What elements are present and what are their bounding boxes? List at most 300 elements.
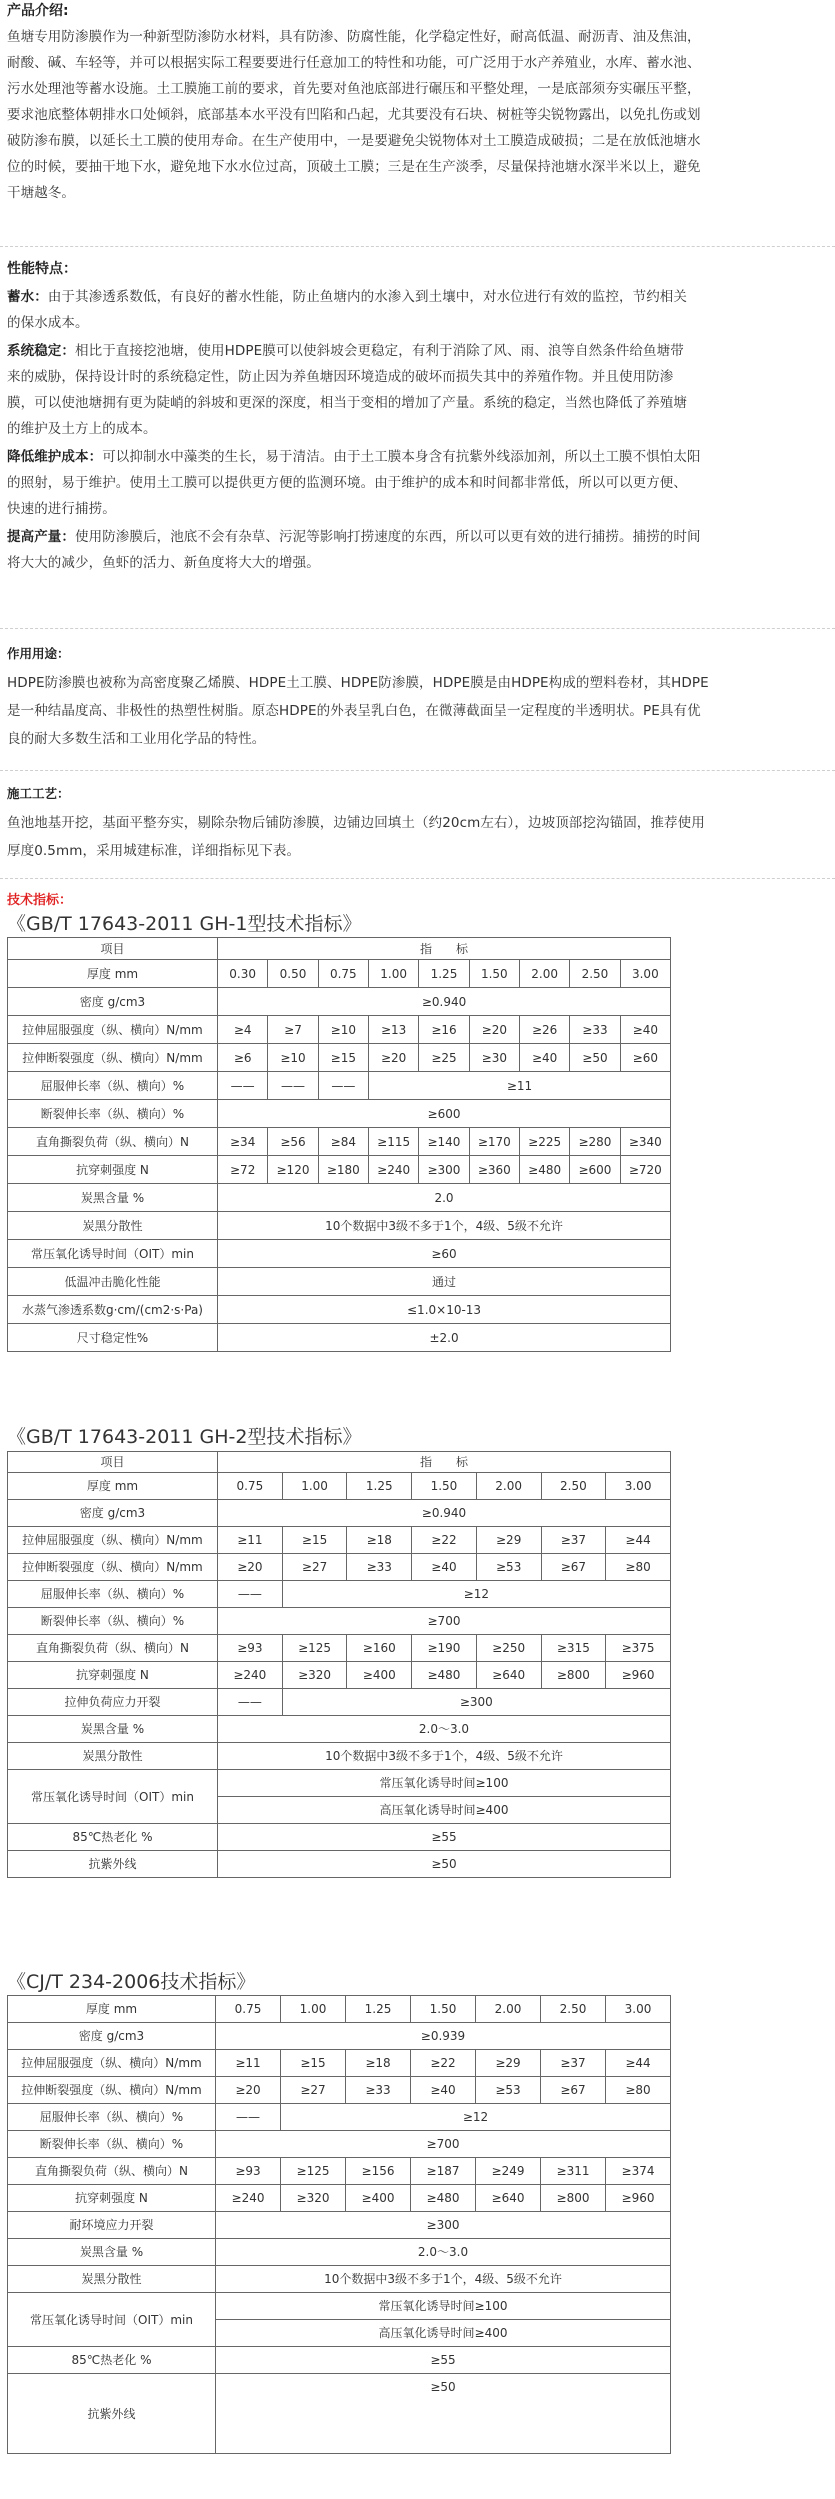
table-cell: 1.00: [368, 960, 418, 988]
table-cell: ≥72: [218, 1156, 268, 1184]
table-cell: 3.00: [620, 960, 670, 988]
table-cell: ≥29: [476, 2050, 541, 2077]
table-cell: ≥960: [606, 1662, 671, 1689]
table-cell: ≥80: [606, 2077, 671, 2104]
table-cell: ≥18: [347, 1527, 412, 1554]
row-label: 炭黑含量 %: [8, 2239, 216, 2266]
text-line: 破防渗布膜，以延长土工膜的使用寿命。在生产使用中，一是要避免尖锐物体对土工膜造成破损；二是在放低池塘水: [7, 133, 701, 149]
row-label: 拉伸屈服强度（纵、横向）N/mm: [8, 1016, 218, 1044]
table-cell: ≥6: [218, 1044, 268, 1072]
table-cell: ≥22: [412, 1527, 477, 1554]
row-label: 常压氧化诱导时间（OIT）min: [8, 2293, 216, 2347]
table-cell: ≥16: [419, 1016, 469, 1044]
table-cell: ≥0.939: [216, 2023, 671, 2050]
table-cell: 高压氧化诱导时间≥400: [216, 2320, 671, 2347]
table-row: [8, 2239, 671, 2266]
table-cell: ≥125: [282, 1635, 347, 1662]
text-line: [7, 284, 827, 310]
table-row: [8, 2185, 671, 2212]
table-cell: ≥53: [476, 1554, 541, 1581]
table-cell: 1.00: [282, 1473, 347, 1500]
table-cell: ≥50: [570, 1044, 620, 1072]
table-cell: 1.25: [419, 960, 469, 988]
table-row: [8, 1554, 671, 1581]
table2-title: 《GB/T 17643-2011 GH-2型技术指标》: [7, 1426, 362, 1448]
text-line: 耐酸、碱、车轻等，并可以根据实际工程要要进行任意加工的特性和功能，可广泛用于水产养殖业，水库、蓄水池、: [7, 55, 701, 71]
feature-text: 快速的进行捕捞。: [7, 501, 116, 517]
feature-text: 使用防渗膜后，池底不会有杂草、污泥等影响打捞速度的东西，所以可以更有效的进行捕捞。捕捞的时间: [75, 529, 701, 545]
feature-label: 蓄水：: [7, 289, 48, 305]
table-cell: 常压氧化诱导时间≥100: [216, 2293, 671, 2320]
table-cell: ≥44: [606, 1527, 671, 1554]
row-label: 断裂伸长率（纵、横向）%: [8, 1100, 218, 1128]
table-cell: ≥29: [476, 1527, 541, 1554]
row-label: 直角撕裂负荷（纵、横向）N: [8, 1128, 218, 1156]
table-cell: 10个数据中3级不多于1个，4级、5级不允许: [218, 1212, 671, 1240]
features-heading: 性能特点：: [7, 261, 77, 277]
table-row: [8, 1184, 671, 1212]
table-cell: ≥33: [570, 1016, 620, 1044]
header-cell: 项目: [8, 938, 218, 960]
table-cell: ≥53: [476, 2077, 541, 2104]
table-cell: ≥93: [216, 2158, 281, 2185]
text-line: [7, 470, 827, 496]
table-row: [8, 2050, 671, 2077]
table-cell: ≥13: [368, 1016, 418, 1044]
feature-item: [7, 524, 827, 576]
table-cell: ≥320: [282, 1662, 347, 1689]
row-label: 断裂伸长率（纵、横向）%: [8, 1608, 218, 1635]
table-row: [8, 1240, 671, 1268]
table-cell: ≥240: [368, 1156, 418, 1184]
table-row: [8, 1527, 671, 1554]
row-label: 屈服伸长率（纵、横向）%: [8, 2104, 216, 2131]
table-cell: ≥480: [519, 1156, 569, 1184]
table2: [7, 1451, 671, 1878]
table-cell: ≥125: [281, 2158, 346, 2185]
feature-text: 由于其渗透系数低，有良好的蓄水性能，防止鱼塘内的水渗入到土壤中，对水位进行有效的监控，节约相关: [47, 289, 688, 305]
table-row: [8, 1662, 671, 1689]
row-label: 抗穿刺强度 N: [8, 2185, 216, 2212]
table-cell: ≥15: [318, 1044, 368, 1072]
tech-spec-label: 技术指标：: [7, 893, 73, 908]
table-cell: 0.30: [218, 960, 268, 988]
text-line: [7, 310, 827, 336]
table-cell: ≥26: [519, 1016, 569, 1044]
text-line: 位的时候，要抽干地下水，避免地下水水位过高，顶破土工膜；三是在生产淡季，尽量保持池塘水深半米以上，避免: [7, 159, 701, 175]
table-cell: ≥190: [412, 1635, 477, 1662]
text-line: 要求池底整体朝排水口处倾斜，底部基本水平没有凹陷和凸起，尤其要没有石块、树桩等尖锐物露出，以免扎伤或划: [7, 107, 701, 123]
table-cell: ≥55: [216, 2347, 671, 2374]
table-row: [8, 2104, 671, 2131]
feature-text: 来的威胁，保持设计时的系统稳定性，防止因为养鱼塘因环境造成的破坏而损失其中的养殖作物。并且使用防渗: [7, 369, 674, 385]
text-line: 是一种结晶度高、非极性的热塑性树脂。原态HDPE的外表呈乳白色，在微薄截面呈一定程度的半透明状。PE具有优: [7, 703, 701, 719]
table-cell: ≥374: [606, 2158, 671, 2185]
table-cell: ≥960: [606, 2185, 671, 2212]
table3-title: 《CJ/T 234-2006技术指标》: [7, 1971, 256, 1993]
table-cell: ≥33: [347, 1554, 412, 1581]
table-row: [8, 1770, 671, 1797]
table-cell: ——: [218, 1689, 283, 1716]
table-cell: ≥11: [368, 1072, 670, 1100]
table-row: [8, 1072, 671, 1100]
table-cell: 2.00: [476, 1996, 541, 2023]
table-cell: ≥84: [318, 1128, 368, 1156]
table-cell: ≥156: [346, 2158, 411, 2185]
row-label: 拉伸断裂强度（纵、横向）N/mm: [8, 1554, 218, 1581]
table-cell: ≥225: [519, 1128, 569, 1156]
table-cell: ≥400: [347, 1662, 412, 1689]
row-label: 炭黑分散性: [8, 2266, 216, 2293]
table-row: [8, 1212, 671, 1240]
table-cell: ≥20: [216, 2077, 281, 2104]
feature-label: 降低维护成本：: [7, 449, 103, 465]
table-cell: ≥67: [541, 1554, 606, 1581]
table-cell: 2.00: [476, 1473, 541, 1500]
feature-text: 膜，可以使池塘拥有更为陡峭的斜坡和更深的深度，相当于变相的增加了产量。系统的稳定，当然也降低了养殖塘: [7, 395, 687, 411]
table-cell: 0.75: [318, 960, 368, 988]
table-cell: ≥56: [268, 1128, 318, 1156]
header-cell: 指 标: [218, 938, 671, 960]
table-cell: 2.50: [541, 1473, 606, 1500]
table-cell: 10个数据中3级不多于1个，4级、5级不允许: [218, 1743, 671, 1770]
table-cell: ≥600: [218, 1100, 671, 1128]
table-row: [8, 1268, 671, 1296]
table-cell: 1.50: [411, 1996, 476, 2023]
row-label: 拉伸断裂强度（纵、横向）N/mm: [8, 2077, 216, 2104]
table-cell: ≥160: [347, 1635, 412, 1662]
table-row: [8, 1996, 671, 2023]
text-line: 鱼塘专用防渗膜作为一种新型防渗防水材料，具有防渗、防腐性能，化学稳定性好，耐高低温、耐沥青、油及焦油，: [7, 29, 701, 45]
table-cell: ——: [216, 2104, 281, 2131]
table-cell: 2.0～3.0: [216, 2239, 671, 2266]
table-cell: ≥360: [469, 1156, 519, 1184]
table-cell: ≥44: [606, 2050, 671, 2077]
row-label: 密度 g/cm3: [8, 1500, 218, 1527]
table-cell: ≥33: [346, 2077, 411, 2104]
table-cell: ≥10: [318, 1016, 368, 1044]
table-cell: ≥180: [318, 1156, 368, 1184]
table-row: [8, 1296, 671, 1324]
table-cell: 常压氧化诱导时间≥100: [218, 1770, 671, 1797]
text-line: 污水处理池等蓄水设施。土工膜施工前的要求，首先要对鱼池底部进行碾压和平整处理，一是底部须夯实碾压平整，: [7, 81, 701, 97]
table-cell: ≥20: [368, 1044, 418, 1072]
table-cell: ≥11: [216, 2050, 281, 2077]
usage-heading: 作用用途：: [7, 646, 70, 661]
table-cell: ≥800: [541, 2185, 606, 2212]
table-cell: 2.0: [218, 1184, 671, 1212]
text-line: [7, 416, 827, 442]
table-cell: ≥249: [476, 2158, 541, 2185]
table-cell: ≥300: [216, 2212, 671, 2239]
table-cell: ≥93: [218, 1635, 283, 1662]
row-label: 炭黑含量 %: [8, 1716, 218, 1743]
intro-section: [7, 0, 827, 206]
feature-text: 相比于直接挖池塘，使用HDPE膜可以使斜坡会更稳定，有利于消除了风、雨、浪等自然条件给鱼塘带: [75, 343, 684, 359]
table-cell: ≥11: [218, 1527, 283, 1554]
table-row: [8, 960, 671, 988]
table-row: [8, 2266, 671, 2293]
divider: [0, 628, 835, 629]
table-cell: 0.50: [268, 960, 318, 988]
row-label: 屈服伸长率（纵、横向）%: [8, 1072, 218, 1100]
table3: [7, 1995, 671, 2454]
row-label: 屈服伸长率（纵、横向）%: [8, 1581, 218, 1608]
table-cell: ≥311: [541, 2158, 606, 2185]
table-cell: ≥12: [282, 1581, 670, 1608]
table-cell: 高压氧化诱导时间≥400: [218, 1797, 671, 1824]
text-line: [7, 524, 827, 550]
table-cell: ≥320: [281, 2185, 346, 2212]
table-cell: ≥27: [281, 2077, 346, 2104]
text-line: [7, 390, 827, 416]
table-cell: ≥22: [411, 2050, 476, 2077]
table-row: [8, 1581, 671, 1608]
table-row: [8, 1743, 671, 1770]
row-label: 厚度 mm: [8, 1996, 216, 2023]
table-cell: 3.00: [606, 1473, 671, 1500]
table-cell: ≥50: [218, 1851, 671, 1878]
row-label: 炭黑分散性: [8, 1743, 218, 1770]
table-cell: 通过: [218, 1268, 671, 1296]
table-row: [8, 988, 671, 1016]
row-label: 拉伸屈服强度（纵、横向）N/mm: [8, 1527, 218, 1554]
table-cell: ±2.0: [218, 1324, 671, 1352]
table-cell: ≥480: [411, 2185, 476, 2212]
feature-item: [7, 284, 827, 336]
table-cell: ≥60: [218, 1240, 671, 1268]
row-label: 拉伸屈服强度（纵、横向）N/mm: [8, 2050, 216, 2077]
row-label: 常压氧化诱导时间（OIT）min: [8, 1770, 218, 1824]
table-cell: 0.75: [216, 1996, 281, 2023]
text-line: 厚度0.5mm，采用城建标准，详细指标见下表。: [7, 843, 301, 859]
table-cell: ≥0.940: [218, 1500, 671, 1527]
table-cell: 2.0～3.0: [218, 1716, 671, 1743]
text-line: [7, 496, 827, 522]
table-cell: 1.00: [281, 1996, 346, 2023]
usage-section: [7, 640, 827, 753]
table-cell: ≥300: [282, 1689, 670, 1716]
table-row: [8, 1689, 671, 1716]
row-label: 耐环境应力开裂: [8, 2212, 216, 2239]
table-row: [8, 1128, 671, 1156]
row-label: 抗穿刺强度 N: [8, 1662, 218, 1689]
features-list: [7, 284, 827, 576]
table-cell: ≥400: [346, 2185, 411, 2212]
table-cell: ≥27: [282, 1554, 347, 1581]
table-cell: ≥120: [268, 1156, 318, 1184]
row-label: 抗穿刺强度 N: [8, 1156, 218, 1184]
table-row: [8, 1324, 671, 1352]
row-label: 炭黑含量 %: [8, 1184, 218, 1212]
table-cell: ≥18: [346, 2050, 411, 2077]
divider: [0, 770, 835, 771]
table-cell: ≥375: [606, 1635, 671, 1662]
table-cell: ≥0.940: [218, 988, 671, 1016]
table-cell: ≤1.0×10-13: [218, 1296, 671, 1324]
row-label: 抗紫外线: [8, 2374, 216, 2454]
row-label: 直角撕裂负荷（纵、横向）N: [8, 2158, 216, 2185]
row-label: 水蒸气渗透系数g·cm/(cm2·s·Pa): [8, 1296, 218, 1324]
table-cell: ≥40: [411, 2077, 476, 2104]
row-label: 厚度 mm: [8, 960, 218, 988]
feature-label: 系统稳定：: [7, 343, 75, 359]
table-cell: ≥15: [282, 1527, 347, 1554]
table-row: [8, 2158, 671, 2185]
table-cell: ≥300: [419, 1156, 469, 1184]
table-row: [8, 1716, 671, 1743]
table-cell: ≥115: [368, 1128, 418, 1156]
table-row: [8, 2023, 671, 2050]
text-line: [7, 444, 827, 470]
table-cell: ≥37: [541, 2050, 606, 2077]
intro-heading: 产品介绍:: [7, 3, 69, 19]
table-cell: 1.25: [347, 1473, 412, 1500]
table-row: [8, 2293, 671, 2320]
feature-text: 的保水成本。: [7, 315, 89, 331]
table-cell: ≥20: [469, 1016, 519, 1044]
table-header-row: [8, 938, 671, 960]
text-line: [7, 364, 827, 390]
text-line: [7, 550, 827, 576]
table-cell: ≥10: [268, 1044, 318, 1072]
table-cell: 2.00: [519, 960, 569, 988]
table-row: [8, 1608, 671, 1635]
table-row: [8, 1044, 671, 1072]
table-cell: ≥340: [620, 1128, 670, 1156]
table-row: [8, 2212, 671, 2239]
feature-text: 可以抑制水中藻类的生长，易于清洁。由于土工膜本身含有抗紫外线添加剂，所以土工膜不惧怕太阳: [102, 449, 701, 465]
table-cell: ≥140: [419, 1128, 469, 1156]
table-cell: ≥700: [216, 2131, 671, 2158]
row-label: 常压氧化诱导时间（OIT）min: [8, 1240, 218, 1268]
row-label: 密度 g/cm3: [8, 2023, 216, 2050]
table-cell: ≥240: [216, 2185, 281, 2212]
feature-label: 提高产量：: [7, 529, 75, 545]
text-line: [7, 338, 827, 364]
table-cell: 1.50: [412, 1473, 477, 1500]
row-label: 85℃热老化 %: [8, 1824, 218, 1851]
table-cell: ——: [218, 1581, 283, 1608]
table-cell: 0.75: [218, 1473, 283, 1500]
divider: [0, 878, 835, 879]
table-cell: 1.25: [346, 1996, 411, 2023]
table-cell: 1.50: [469, 960, 519, 988]
table-cell: ≥37: [541, 1527, 606, 1554]
table-cell: ≥600: [570, 1156, 620, 1184]
table-cell: ≥280: [570, 1128, 620, 1156]
table-cell: ≥640: [476, 2185, 541, 2212]
table-cell: ≥187: [411, 2158, 476, 2185]
table-cell: ≥15: [281, 2050, 346, 2077]
row-label: 密度 g/cm3: [8, 988, 218, 1016]
table-cell: ≥50: [216, 2374, 671, 2454]
text-line: 鱼池地基开挖，基面平整夯实，剔除杂物后铺防渗膜，边铺边回填土（约20cm左右），边坡顶部挖沟锚固，推荐使用: [7, 815, 705, 831]
table-cell: 2.50: [570, 960, 620, 988]
table-cell: ≥80: [606, 1554, 671, 1581]
usage-paragraph: [7, 669, 827, 753]
table-cell: ≥4: [218, 1016, 268, 1044]
table-cell: 3.00: [606, 1996, 671, 2023]
table-cell: ≥12: [281, 2104, 671, 2131]
feature-text: 的维护及土方上的成本。: [7, 421, 157, 437]
table-row: [8, 1016, 671, 1044]
text-line: HDPE防渗膜也被称为高密度聚乙烯膜、HDPE土工膜、HDPE防渗膜，HDPE膜是由HDPE构成的塑料卷材，其HDPE: [7, 675, 709, 691]
table-cell: ≥40: [620, 1016, 670, 1044]
row-label: 拉伸断裂强度（纵、横向）N/mm: [8, 1044, 218, 1072]
table-cell: ≥40: [412, 1554, 477, 1581]
table-cell: 10个数据中3级不多于1个，4级、5级不允许: [216, 2266, 671, 2293]
table-cell: ≥55: [218, 1824, 671, 1851]
table-cell: ≥25: [419, 1044, 469, 1072]
feature-text: 的照射，易于维护。使用土工膜可以提供更方便的监测环境。由于维护的成本和时间都非常低，所以可以更方便、: [7, 475, 687, 491]
table-row: [8, 1100, 671, 1128]
construction-paragraph: [7, 809, 827, 865]
row-label: 断裂伸长率（纵、横向）%: [8, 2131, 216, 2158]
table-cell: 2.50: [541, 1996, 606, 2023]
table-row: [8, 2347, 671, 2374]
header-cell: 项目: [8, 1452, 218, 1473]
table-cell: ≥315: [541, 1635, 606, 1662]
construction-heading: 施工工艺：: [7, 786, 70, 801]
text-line: 良的耐大多数生活和工业用化学品的特性。: [7, 731, 266, 747]
table-cell: ≥250: [476, 1635, 541, 1662]
table1-title: 《GB/T 17643-2011 GH-1型技术指标》: [7, 913, 362, 935]
table-cell: ≥720: [620, 1156, 670, 1184]
table-row: [8, 1500, 671, 1527]
table-cell: ≥700: [218, 1608, 671, 1635]
table-cell: ——: [218, 1072, 268, 1100]
table-row: [8, 1156, 671, 1184]
row-label: 尺寸稳定性%: [8, 1324, 218, 1352]
table-cell: ≥60: [620, 1044, 670, 1072]
feature-item: [7, 338, 827, 442]
intro-paragraph: [7, 24, 827, 206]
table-cell: ≥480: [412, 1662, 477, 1689]
feature-text: 将大大的减少，鱼虾的活力、新鱼度将大大的增强。: [7, 555, 320, 571]
table-cell: ≥800: [541, 1662, 606, 1689]
text-line: 干塘越冬。: [7, 185, 75, 201]
row-label: 拉伸负荷应力开裂: [8, 1689, 218, 1716]
header-cell: 指 标: [218, 1452, 671, 1473]
feature-item: [7, 444, 827, 522]
row-label: 炭黑分散性: [8, 1212, 218, 1240]
table-cell: ≥40: [519, 1044, 569, 1072]
table-cell: ≥170: [469, 1128, 519, 1156]
construction-section: [7, 780, 827, 865]
table-row: [8, 2131, 671, 2158]
divider: [0, 246, 835, 247]
table-cell: ≥67: [541, 2077, 606, 2104]
table-row: [8, 2077, 671, 2104]
features-section: [7, 256, 827, 576]
table-cell: ≥640: [476, 1662, 541, 1689]
row-label: 厚度 mm: [8, 1473, 218, 1500]
table-header-row: [8, 1452, 671, 1473]
table-cell: ——: [268, 1072, 318, 1100]
table-cell: ≥20: [218, 1554, 283, 1581]
table-cell: ≥7: [268, 1016, 318, 1044]
table-row: [8, 1824, 671, 1851]
row-label: 85℃热老化 %: [8, 2347, 216, 2374]
row-label: 抗紫外线: [8, 1851, 218, 1878]
table-row: [8, 1635, 671, 1662]
table-row: [8, 2374, 671, 2454]
table-row: [8, 1851, 671, 1878]
table1: [7, 937, 671, 1352]
row-label: 低温冲击脆化性能: [8, 1268, 218, 1296]
row-label: 直角撕裂负荷（纵、横向）N: [8, 1635, 218, 1662]
